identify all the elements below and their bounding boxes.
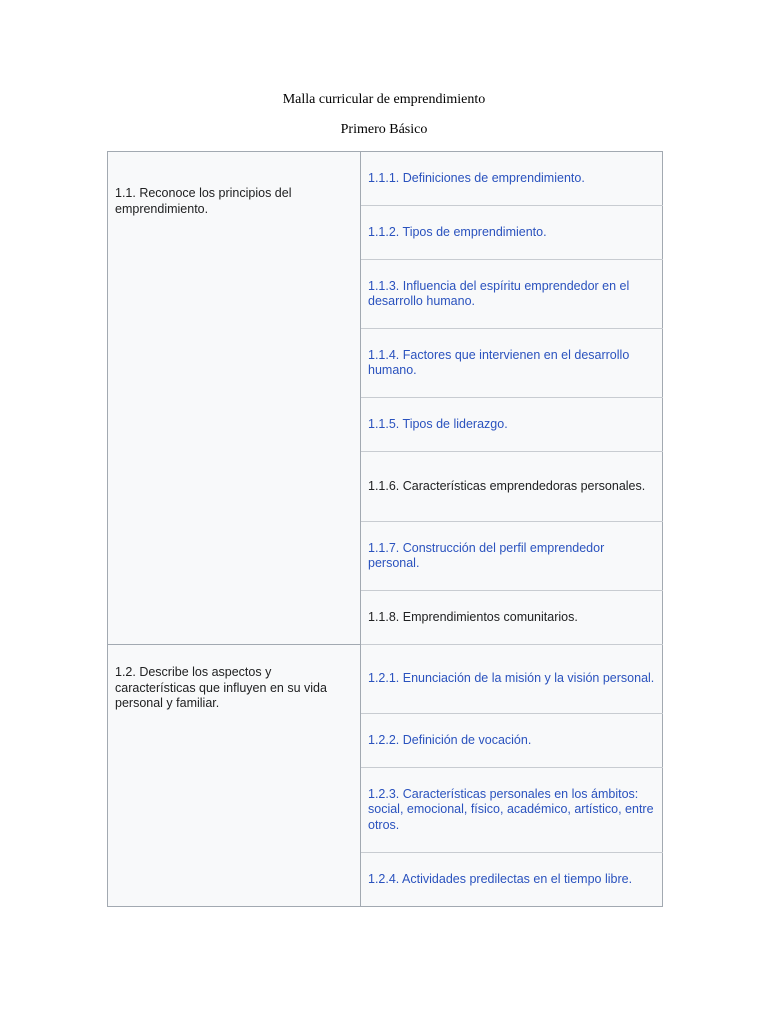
content-text-1-1-8: 1.1.8. Emprendimientos comunitarios. [361,591,663,645]
content-link-1-1-3[interactable]: 1.1.3. Influencia del espíritu emprendedor en el desarrollo humano. [361,260,663,329]
content-link-1-1-4[interactable]: 1.1.4. Factores que intervienen en el desarrollo humano. [361,329,663,398]
content-link-1-2-3[interactable]: 1.2.3. Características personales en los ámbitos: social, emocional, físico, académico, artístico, entre otros. [361,768,663,853]
content-link-1-2-2[interactable]: 1.2.2. Definición de vocación. [361,714,663,768]
objective-1-1: 1.1. Reconoce los principios del emprendimiento. [108,152,361,645]
objective-1-2: 1.2. Describe los aspectos y características que influyen en su vida personal y familiar. [108,645,361,907]
curriculum-table [107,151,663,907]
content-link-1-1-1[interactable]: 1.1.1. Definiciones de emprendimiento. [361,152,663,206]
content-link-1-1-7[interactable]: 1.1.7. Construcción del perfil emprendedor personal. [361,522,663,591]
document-title: Malla curricular de emprendimiento [282,92,486,107]
document-subtitle: Primero Básico [340,122,428,137]
content-link-1-1-5[interactable]: 1.1.5. Tipos de liderazgo. [361,398,663,452]
content-text-1-1-6: 1.1.6. Características emprendedoras personales. [361,452,663,522]
content-link-1-2-4[interactable]: 1.2.4. Actividades predilectas en el tiempo libre. [361,853,663,907]
content-link-1-2-1[interactable]: 1.2.1. Enunciación de la misión y la visión personal. [361,645,663,714]
content-link-1-1-2[interactable]: 1.1.2. Tipos de emprendimiento. [361,206,663,260]
